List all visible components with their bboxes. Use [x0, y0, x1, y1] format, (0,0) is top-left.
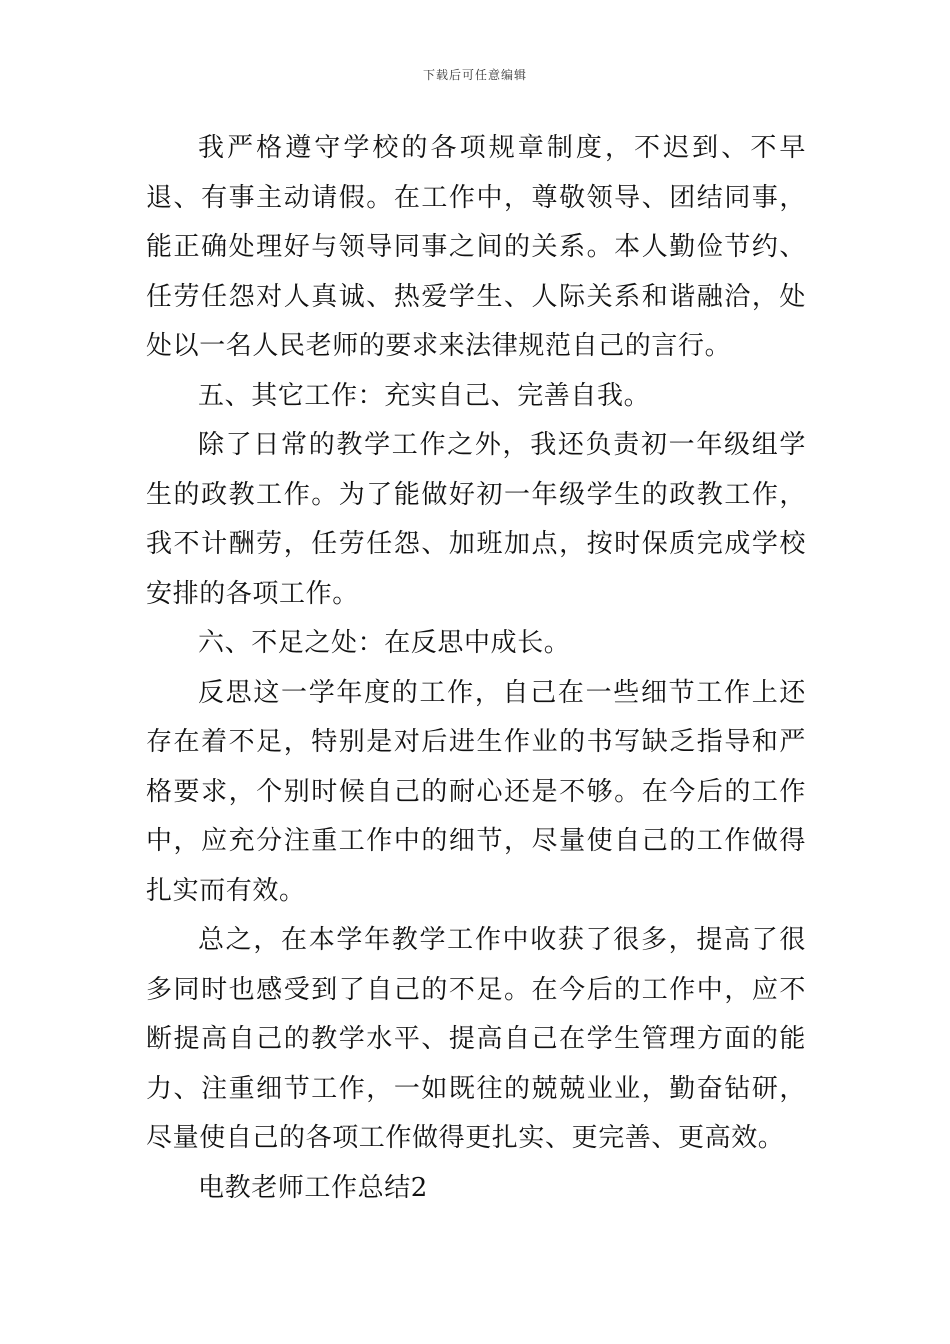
- paragraph-shortcomings: 反思这一学年度的工作，自己在一些细节工作上还存在着不足，特别是对后进生作业的书写缺乏指导和严格要求，个别时候自己的耐心还是不够。在今后的工作中，应充分注重工作中的细节，尽量使自己的工作做得扎实而有效。: [146, 677, 806, 906]
- section-heading-shortcomings: 六、不足之处：在反思中成长。: [198, 628, 571, 658]
- page-header: 下载后可任意编辑: [422, 68, 527, 82]
- paragraph-conclusion: 总之，在本学年教学工作中收获了很多，提高了很多同时也感受到了自己的不足。在今后的工作中，应不断提高自己的教学水平、提高自己在学生管理方面的能力、注重细节工作，一如既往的兢兢业业，勤奋钻研，尽量使自己的各项工作做得更扎实、更完善、更高效。: [146, 925, 806, 1153]
- document-body: [146, 124, 806, 1213]
- section-heading-other-work: 五、其它工作：充实自己、完善自我。: [198, 380, 651, 411]
- section-title-summary-2: 电教老师工作总结2: [198, 1172, 428, 1203]
- paragraph-conduct: 我严格遵守学校的各项规章制度，不迟到、不早退、有事主动请假。在工作中，尊敬领导、团结同事，能正确处理好与领导同事之间的关系。本人勤俭节约、任劳任怨对人真诚、热爱学生、人际关系和谐融洽，处处以一名人民老师的要求来法律规范自己的言行。: [146, 133, 806, 361]
- paragraph-other-work: 除了日常的教学工作之外，我还负责初一年级组学生的政教工作。为了能做好初一年级学生的政教工作，我不计酬劳，任劳任怨、加班加点，按时保质完成学校安排的各项工作。: [146, 430, 806, 609]
